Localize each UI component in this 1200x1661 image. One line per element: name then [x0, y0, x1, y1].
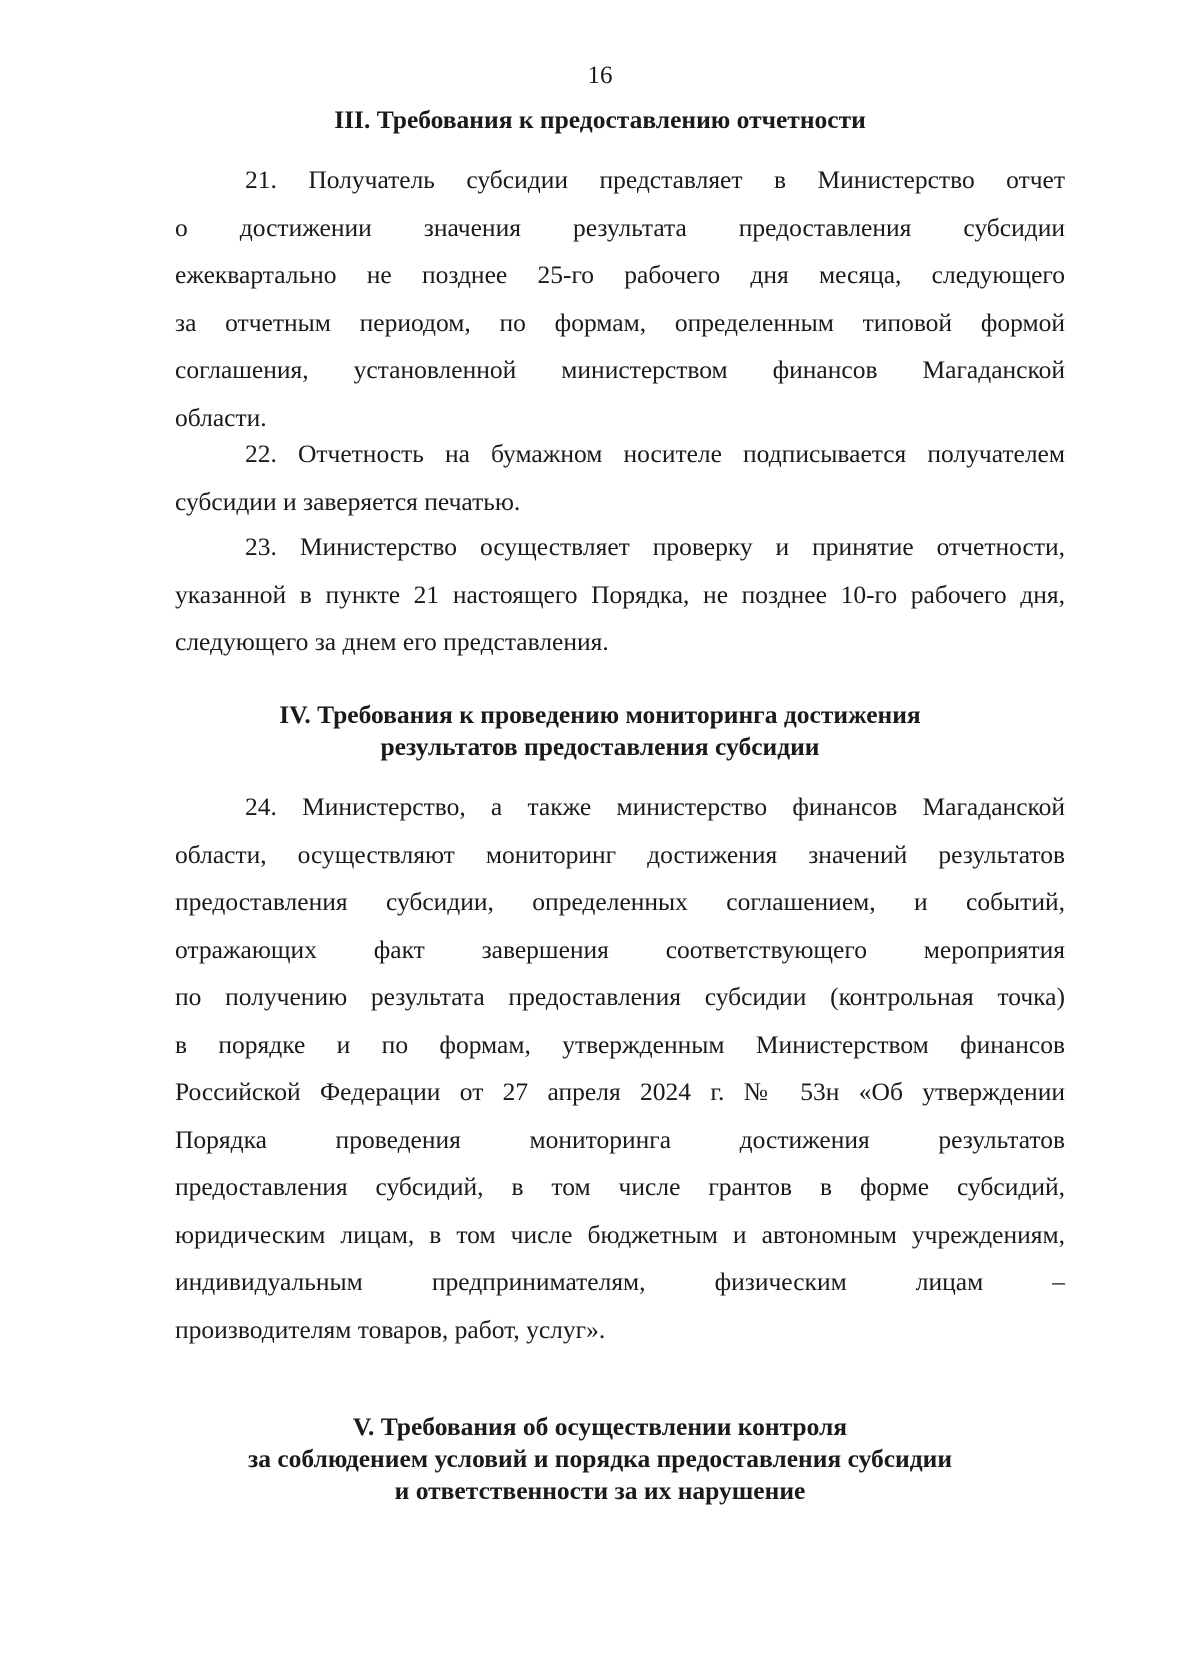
paragraph-21-line: области.	[175, 402, 267, 432]
paragraph-23	[175, 523, 1065, 666]
paragraph-21-line: о достижении значения результата предоставления субсидии	[175, 212, 1065, 242]
paragraph-22-line: субсидии и заверяется печатью.	[175, 486, 521, 516]
section-3-heading: III. Требования к предоставлению отчетности	[334, 105, 866, 134]
section-5-heading-line-1: V. Требования об осуществлении контроля	[352, 1412, 848, 1441]
paragraph-24-line: в порядке и по формам, утвержденным Министерством финансов	[175, 1029, 1065, 1059]
paragraph-21-line: ежеквартально не позднее 25-го рабочего дня месяца, следующего	[175, 260, 1065, 289]
paragraph-21-line: соглашения, установленной министерством финансов Магаданской	[175, 355, 1065, 384]
paragraph-24-line: индивидуальным предпринимателям, физическим лицам –	[175, 1267, 1065, 1296]
paragraph-24-line: производителям товаров, работ, услуг».	[175, 1314, 606, 1344]
paragraph-24-line: предоставления субсидий, в том числе грантов в форме субсидий,	[175, 1172, 1065, 1201]
page-number: 16	[587, 62, 613, 89]
section-4-heading-line-2: результатов предоставления субсидии	[380, 732, 820, 761]
paragraph-21-line: 21. Получатель субсидии представляет в Министерство отчет	[245, 165, 1065, 194]
paragraph-21-line: за отчетным периодом, по формам, определенным типовой формой	[175, 307, 1065, 337]
paragraph-24-line: отражающих факт завершения соответствующего мероприятия	[175, 934, 1065, 964]
paragraph-22	[175, 430, 1065, 525]
paragraph-24-line: юридическим лицам, в том числе бюджетным и автономным учреждениям,	[175, 1219, 1065, 1249]
paragraph-22-line: 22. Отчетность на бумажном носителе подписывается получателем	[245, 439, 1065, 468]
paragraph-24	[175, 783, 1065, 1353]
paragraph-21	[175, 156, 1065, 441]
section-5-heading-line-3: и ответственности за их нарушение	[394, 1476, 806, 1505]
paragraph-23-line: указанной в пункте 21 настоящего Порядка, не позднее 10-го рабочего дня,	[175, 579, 1065, 609]
paragraph-23-line: следующего за днем его представления.	[175, 627, 609, 656]
paragraph-23-line: 23. Министерство осуществляет проверку и принятие отчетности,	[245, 532, 1065, 561]
section-4-heading-line-1: IV. Требования к проведению мониторинга достижения	[279, 700, 921, 729]
paragraph-24-line: предоставления субсидии, определенных соглашением, и событий,	[175, 887, 1065, 916]
paragraph-24-line: области, осуществляют мониторинг достижения значений результатов	[175, 839, 1065, 869]
paragraph-24-line: 24. Министерство, а также министерство финансов Магаданской	[245, 792, 1065, 821]
paragraph-24-line: Порядка проведения мониторинга достижения результатов	[175, 1124, 1065, 1154]
paragraph-24-line: по получению результата предоставления субсидии (контрольная точка)	[175, 982, 1065, 1011]
paragraph-24-line: Российской Федерации от 27 апреля 2024 г. № 53н «Об утверждении	[175, 1077, 1065, 1106]
section-5-heading-line-2: за соблюдением условий и порядка предоставления субсидии	[247, 1444, 953, 1473]
